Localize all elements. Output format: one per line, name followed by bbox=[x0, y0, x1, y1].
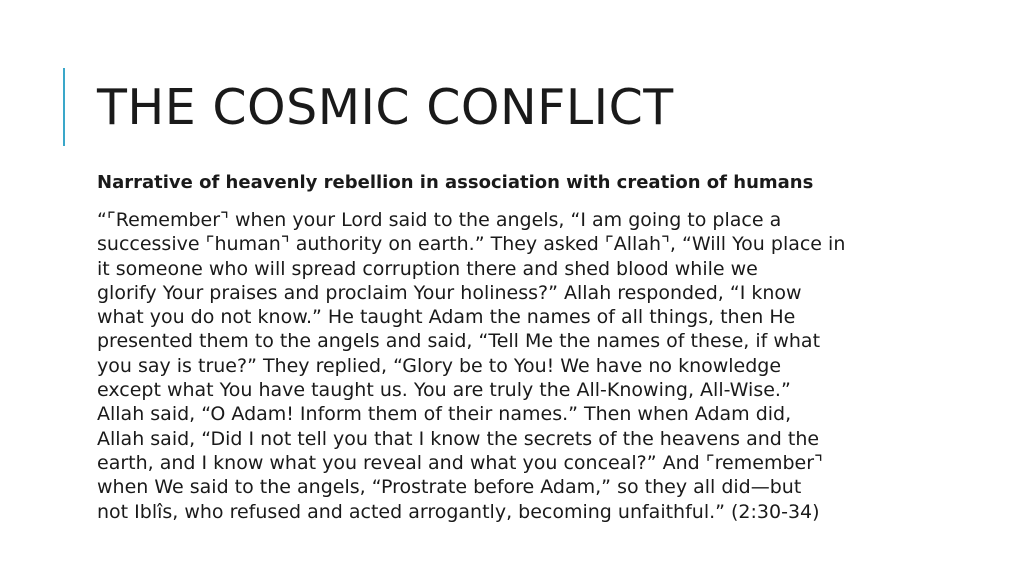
quote-line: Allah said, “Did I not tell you that I know the secrets of the heavens and the bbox=[97, 427, 820, 450]
quote-line: successive ⌜human⌝ authority on earth.” They asked ⌜Allah⌝, “Will You place in bbox=[97, 233, 846, 256]
quote-line: “⌜Remember⌝ when your Lord said to the angels, “I am going to place a bbox=[97, 209, 782, 231]
quote-line: it someone who will spread corruption there and shed blood while we bbox=[97, 257, 758, 280]
quote-line: presented them to the angels and said, “Tell Me the names of these, if what bbox=[97, 330, 821, 353]
slide-subtitle: Narrative of heavenly rebellion in association with creation of humans bbox=[97, 172, 814, 193]
quote-line: Allah said, “O Adam! Inform them of their names.” Then when Adam did, bbox=[97, 403, 792, 426]
quote-line: except what You have taught us. You are truly the All-Knowing, All-Wise.” bbox=[97, 379, 791, 402]
title-accent-bar bbox=[63, 68, 65, 146]
quote-line: earth, and I know what you reveal and what you conceal?” And ⌜remember⌝ bbox=[97, 451, 823, 474]
quote-body bbox=[97, 208, 845, 524]
quote-line: you say is true?” They replied, “Glory be to You! We have no knowledge bbox=[97, 354, 782, 377]
quote-line: when We said to the angels, “Prostrate before Adam,” so they all did—but bbox=[97, 476, 802, 499]
slide-title: THE COSMIC CONFLICT bbox=[97, 79, 674, 136]
quote-line: what you do not know.” He taught Adam the names of all things, then He bbox=[97, 306, 796, 329]
quote-line: not Iblîs, who refused and acted arrogantly, becoming unfaithful.” (2:30-34) bbox=[97, 500, 820, 523]
quote-line: glorify Your praises and proclaim Your holiness?” Allah responded, “I know bbox=[97, 281, 802, 304]
